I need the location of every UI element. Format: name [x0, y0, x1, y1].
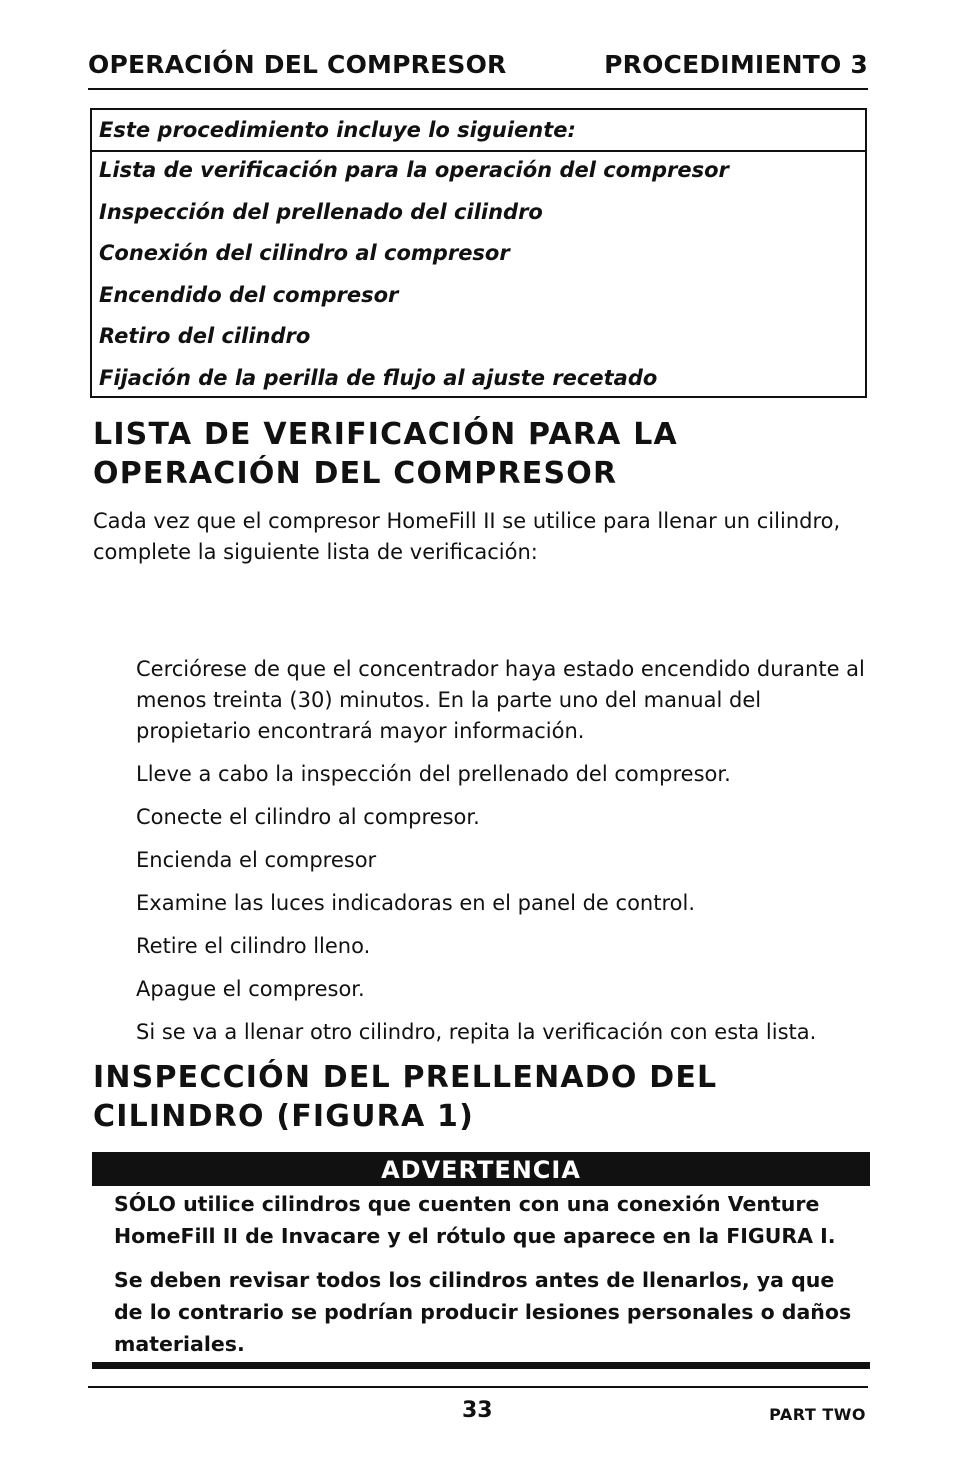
warning-paragraph: Se deben revisar todos los cilindros antes de llenarlos, ya que de lo contrario se podrían producir lesiones personales o daños materiales.	[114, 1268, 852, 1356]
warning-bottom-rule	[92, 1362, 870, 1369]
inspection-section-title: INSPECCIÓN DEL PRELLENADO DEL CILINDRO (FIGURA 1)	[93, 1060, 718, 1134]
warning-text	[114, 1188, 854, 1372]
checklist-step: Retire el cilindro lleno.	[136, 934, 371, 958]
procedure-contents-box	[90, 108, 867, 398]
warning-paragraph: SÓLO utilice cilindros que cuenten con una conexión Venture HomeFill II de Invacare y el rótulo que aparece en la FIGURA I.	[114, 1192, 836, 1248]
checklist-intro: Cada vez que el compresor HomeFill II se utilice para llenar un cilindro, complete la siguiente lista de verificación:	[93, 509, 841, 564]
header-procedure-number: PROCEDIMIENTO 3	[604, 50, 868, 79]
contents-item: Encendido del compresor	[99, 282, 399, 307]
contents-item: Fijación de la perilla de flujo al ajuste recetado	[99, 365, 658, 390]
part-label: PART TWO	[769, 1405, 866, 1424]
header-section-title: OPERACIÓN DEL COMPRESOR	[88, 50, 507, 79]
contents-item: Inspección del prellenado del cilindro	[99, 199, 543, 224]
footer-divider	[88, 1386, 868, 1388]
contents-item: Retiro del cilindro	[99, 324, 311, 348]
contents-heading: Este procedimiento incluye lo siguiente:	[92, 110, 865, 152]
checklist-section-title: LISTA DE VERIFICACIÓN PARA LA OPERACIÓN DEL COMPRESOR	[93, 417, 678, 491]
checklist-step: Examine las luces indicadoras en el panel de control.	[136, 891, 695, 915]
contents-item: Conexión del cilindro al compresor	[99, 241, 510, 265]
page-number: 33	[462, 1398, 493, 1423]
checklist-step: Apague el compresor.	[136, 977, 365, 1001]
checklist-step: Cerciórese de que el concentrador haya estado encendido durante al menos treinta (30) minutos. En la parte uno del manual del propietario encontrará mayor información.	[136, 657, 865, 743]
warning-banner: ADVERTENCIA	[92, 1152, 870, 1186]
contents-item: Lista de verificación para la operación del compresor	[99, 158, 729, 182]
checklist-steps	[136, 654, 871, 1060]
checklist-step: Encienda el compresor	[136, 848, 377, 872]
checklist-step: Lleve a cabo la inspección del prellenado del compresor.	[136, 762, 731, 786]
checklist-step: Si se va a llenar otro cilindro, repita la verificación con esta lista.	[136, 1020, 817, 1044]
page-header	[88, 48, 868, 90]
checklist-step: Conecte el cilindro al compresor.	[136, 805, 480, 829]
